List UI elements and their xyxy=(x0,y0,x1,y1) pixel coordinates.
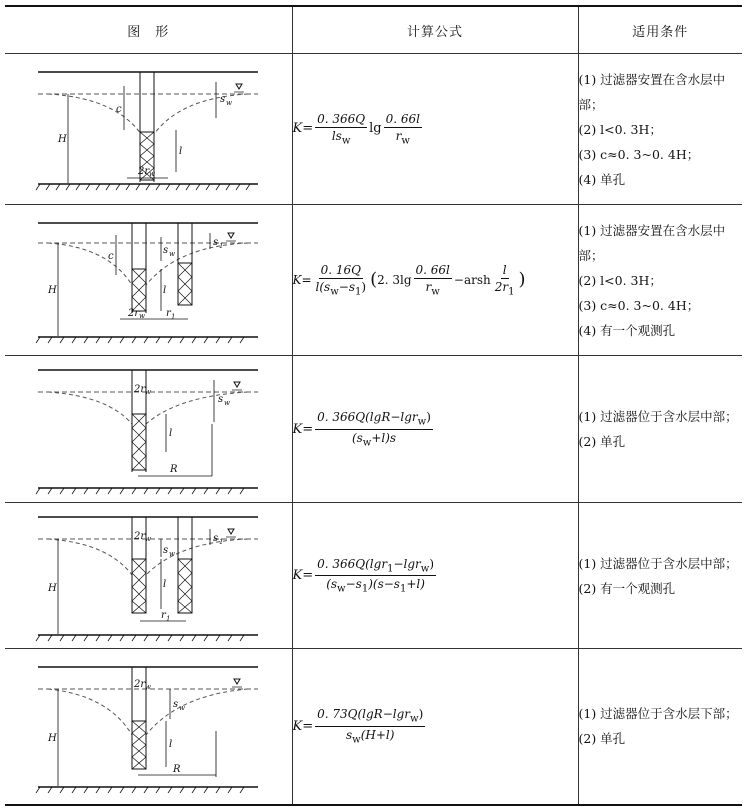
formula-1: K= $\frac{0. 366Q}{ls_w}$ lg $\frac{0. 66l}{r_w}$ xyxy=(292,111,420,147)
condition-item: (2) l<0. 3H； xyxy=(578,121,662,137)
label-c: c xyxy=(108,251,114,262)
svg-text:w: w xyxy=(169,250,176,258)
table-row xyxy=(5,356,742,503)
label-sw: s xyxy=(173,699,179,711)
svg-text:w: w xyxy=(169,549,176,558)
svg-text:w: w xyxy=(145,388,152,396)
table-row xyxy=(5,503,742,649)
condition-item: (2) 单孔 xyxy=(578,731,626,747)
formula-cell xyxy=(292,503,578,649)
figure-cell xyxy=(5,503,292,649)
svg-text:w: w xyxy=(145,683,152,692)
label-2r: 2r xyxy=(134,530,146,542)
condition-item: (1) 过滤器位于含水层中部； xyxy=(578,555,738,571)
formula-5: K= $\frac{0. 73Q(\lg R-\lg r_w)}{s_w(H+l)}$ xyxy=(292,707,424,746)
header-figure: 图 形 xyxy=(5,6,292,54)
condition-item: (4) 单孔 xyxy=(578,171,626,187)
label-l: l xyxy=(169,428,173,439)
formula-2: K= $\frac{0. 16Q}{l(s_w-s_1)}$ ( 2. 3lg $\frac{0. 66l}{r_w}$ −arsh $\frac{l}{2r_1}$ ) xyxy=(292,262,526,298)
table-row xyxy=(5,54,742,205)
condition-cell xyxy=(578,503,742,649)
header-row xyxy=(5,6,742,54)
well-diagram-4 xyxy=(28,509,268,643)
label-l: l xyxy=(169,739,173,751)
formula-cell xyxy=(292,356,578,503)
condition-item: (2) 单孔 xyxy=(578,434,626,449)
table-row xyxy=(5,649,742,805)
svg-text:1: 1 xyxy=(219,242,224,250)
label-H: H xyxy=(48,285,57,296)
svg-text:w: w xyxy=(179,704,186,713)
condition-cell xyxy=(578,54,742,205)
formula-cell xyxy=(292,54,578,205)
figure-cell xyxy=(5,649,292,805)
condition-item: (2) l<0. 3H； xyxy=(578,272,662,288)
well-diagram-5 xyxy=(28,659,268,793)
label-2r: 2r xyxy=(134,679,146,691)
header-condition: 适用条件 xyxy=(578,6,742,54)
formula-cell xyxy=(292,205,578,356)
condition-item: (1) 过滤器安置在含水层中部； xyxy=(578,71,726,112)
label-r1: r xyxy=(161,609,167,621)
svg-text:1: 1 xyxy=(171,313,176,321)
label-c: c xyxy=(116,104,122,115)
condition-cell xyxy=(578,649,742,805)
svg-text:w: w xyxy=(224,399,231,407)
label-l: l xyxy=(179,146,183,157)
figure-cell xyxy=(5,54,292,205)
condition-item: (4) 有一个观测孔 xyxy=(578,322,676,338)
svg-text:1: 1 xyxy=(166,614,171,623)
label-sw: s xyxy=(220,94,226,105)
label-r1: r xyxy=(166,308,172,319)
label-R: R xyxy=(170,464,178,475)
label-H: H xyxy=(48,582,57,594)
label-H: H xyxy=(48,733,57,745)
condition-cell xyxy=(578,356,742,503)
condition-item: (3) c≈0. 3~0. 4H； xyxy=(578,146,700,162)
label-sw: s xyxy=(163,245,169,256)
figure-cell xyxy=(5,356,292,503)
label-2r: 2r xyxy=(128,308,140,319)
condition-cell xyxy=(578,205,742,356)
well-diagram-3 xyxy=(28,362,268,496)
header-formula: 计算公式 xyxy=(292,6,578,54)
svg-text:w: w xyxy=(226,99,233,107)
svg-text:1: 1 xyxy=(219,537,224,546)
label-sw: s xyxy=(218,394,224,405)
condition-item: (1) 过滤器位于含水层下部； xyxy=(578,706,738,722)
formula-4: K= $\frac{0. 366Q(\lg r_1-\lg r_w)}{(s_w-s_1)(s-s_1+l)}$ xyxy=(292,556,434,595)
svg-text:w: w xyxy=(149,170,156,178)
svg-text:w: w xyxy=(145,534,152,543)
figure-cell xyxy=(5,205,292,356)
label-sw: s xyxy=(163,544,169,556)
condition-item: (2) 有一个观测孔 xyxy=(578,580,676,596)
label-2r: 2r xyxy=(134,384,146,395)
label-s1: s xyxy=(213,237,219,248)
well-diagram-2 xyxy=(28,213,268,347)
label-l: l xyxy=(163,285,167,296)
label-l: l xyxy=(163,578,167,590)
condition-item: (1) 过滤器安置在含水层中部； xyxy=(578,222,726,263)
well-diagram-1 xyxy=(28,62,268,196)
svg-text:w: w xyxy=(139,312,146,320)
condition-item: (1) 过滤器位于含水层中部； xyxy=(578,409,738,424)
label-2r: 2r xyxy=(138,166,150,177)
label-s1: s xyxy=(213,532,219,544)
label-H: H xyxy=(58,134,67,145)
condition-item: (3) c≈0. 3~0. 4H； xyxy=(578,297,700,313)
formula-3: K= $\frac{0. 366Q(\lg R-\lg r_w)}{(s_w+l)s}$ xyxy=(292,410,431,448)
table-row xyxy=(5,205,742,356)
label-R: R xyxy=(173,764,181,776)
formula-cell xyxy=(292,649,578,805)
formula-table xyxy=(5,5,742,806)
